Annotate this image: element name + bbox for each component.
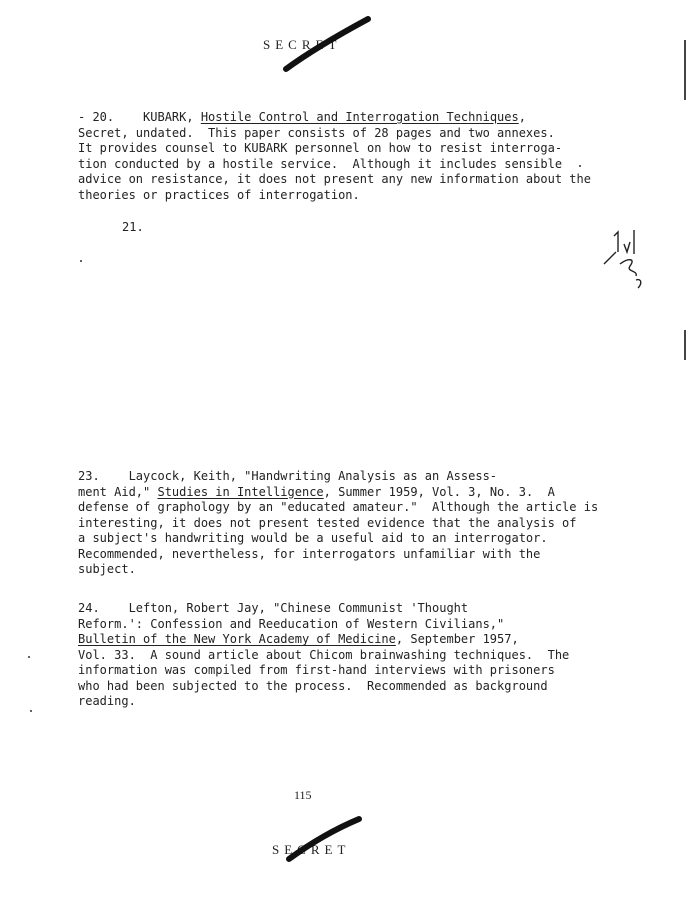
handwritten-annotation [598, 222, 678, 296]
line-text: tion conducted by a hostile service. Although it includes sensible [78, 156, 563, 171]
entry-line [78, 516, 598, 532]
entry-line [78, 126, 591, 142]
entry-line [78, 110, 591, 126]
line-text: interesting, it does not present tested evidence that the analysis of [78, 515, 577, 530]
line-text: , Summer 1959, Vol. 3, No. 3. A [323, 484, 555, 499]
entry-line [78, 648, 569, 664]
line-text: defense of graphology by an "educated amateur." Although the article is [78, 500, 599, 514]
line-text: ment Aid," [78, 484, 158, 499]
entry-line [78, 157, 591, 173]
annotation-squiggle-1 [614, 230, 634, 254]
entry-line [78, 500, 598, 516]
line-text: It provides counsel to KUBARK personnel on how to resist interroga- [78, 141, 563, 155]
line-text: , [518, 110, 526, 124]
entry-24 [78, 601, 569, 710]
entry-line [78, 547, 598, 563]
line-text: advice on resistance, it does not present any new information about the [78, 172, 591, 186]
entry-20 [78, 110, 591, 203]
entry-line [78, 617, 569, 633]
entry-line [78, 188, 591, 204]
page-number: 115 [294, 788, 312, 802]
line-text: a subject's handwriting would be a useful aid to an interrogator. [78, 531, 548, 545]
entry-line [78, 562, 598, 578]
bottom-classification-marking: SECRET [272, 842, 351, 857]
underlined-title: Hostile Control and Interrogation Techniques [200, 110, 519, 124]
scan-edge-mark [684, 330, 686, 360]
line-text: reading. [78, 694, 136, 708]
line-text: 24. Lefton, Robert Jay, "Chinese Communist 'Thought [78, 601, 469, 615]
line-text: who had been subjected to the process. Recommended as background [78, 678, 548, 693]
entry-line [78, 663, 569, 679]
entry-23 [78, 469, 598, 578]
line-text: theories or practices of interrogation. [78, 187, 360, 202]
line-text: , September 1957, [395, 632, 519, 646]
entry-line [78, 531, 598, 547]
annotation-squiggle-2 [604, 252, 636, 276]
entry-line [78, 679, 569, 695]
entry-line [78, 141, 591, 157]
line-text: - 20. KUBARK, [78, 110, 201, 124]
speck [80, 260, 82, 262]
line-text: Secret, undated. This paper consists of 28 pages and two annexes. [78, 125, 555, 140]
underlined-title: Bulletin of the New York Academy of Medicine [78, 632, 396, 646]
speck [28, 656, 30, 658]
entry-line [78, 632, 569, 648]
line-text: 23. Laycock, Keith, "Handwriting Analysis as an Assess- [78, 469, 498, 483]
entry-line [78, 601, 569, 617]
scan-edge-mark [684, 40, 686, 100]
line-text: 21. [122, 220, 144, 234]
entry-line [78, 172, 591, 188]
line-text: subject. [78, 562, 136, 576]
entry-line [78, 485, 598, 501]
top-classification-marking: SECRET [263, 37, 342, 52]
speck [30, 710, 32, 712]
line-text: information was compiled from first-hand interviews with prisoners [78, 663, 555, 677]
entry-line [78, 694, 569, 710]
annotation-squiggle-3 [636, 280, 641, 288]
entry-line [122, 220, 144, 236]
bottom-redaction-stroke [285, 815, 365, 865]
speck [579, 165, 581, 167]
line-text: Reform.': Confession and Reeducation of Western Civilians," [78, 616, 505, 631]
top-redaction-stroke [282, 15, 372, 75]
line-text: Recommended, nevertheless, for interrogators unfamiliar with the [78, 546, 541, 561]
line-text: Vol. 33. A sound article about Chicom brainwashing techniques. The [78, 647, 570, 662]
entry-21 [122, 220, 144, 236]
underlined-title: Studies in Intelligence [157, 484, 324, 499]
entry-line [78, 469, 598, 485]
